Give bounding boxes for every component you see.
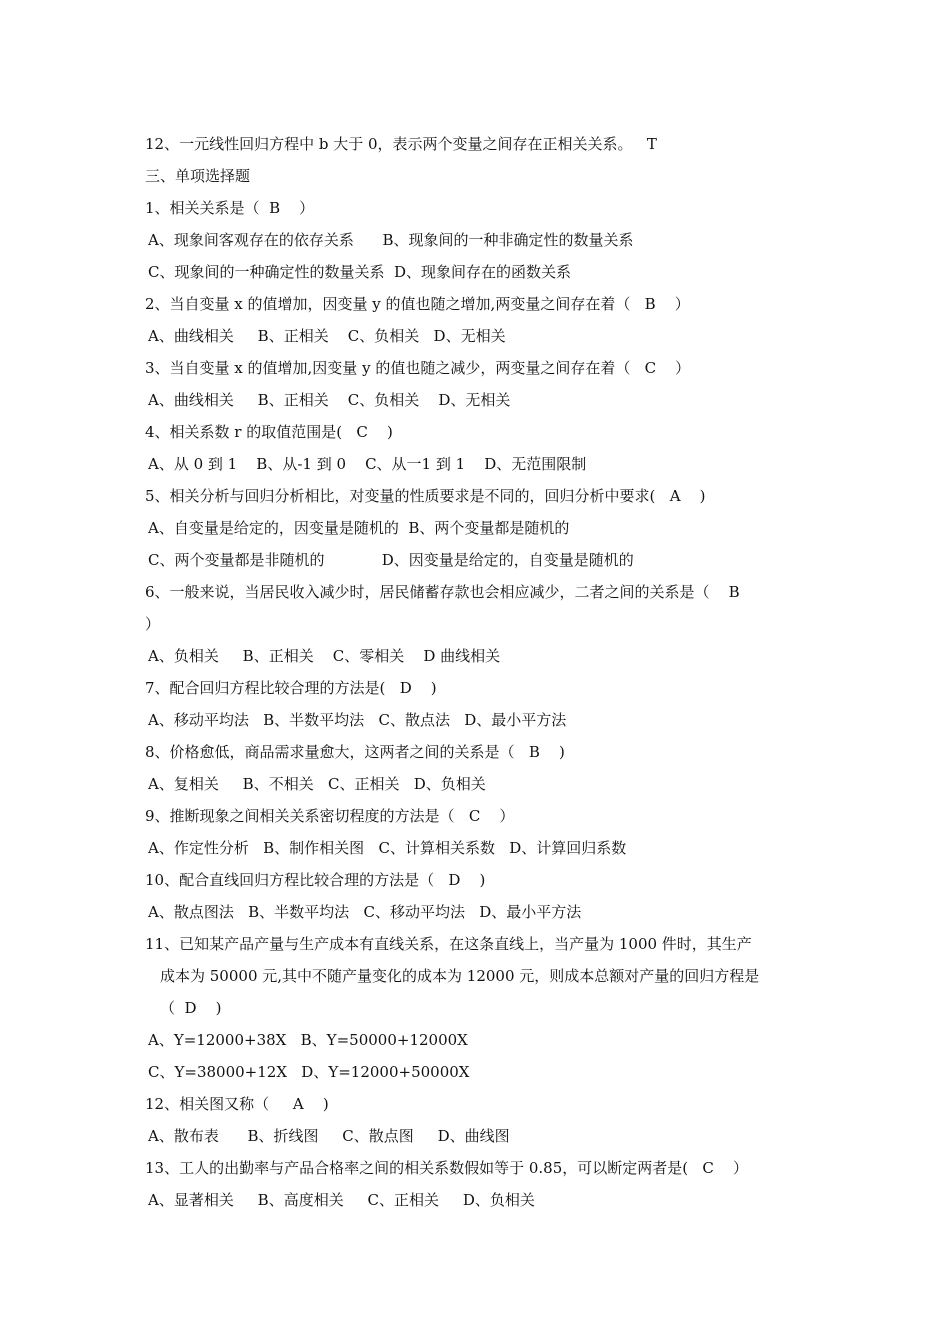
options-line: A、曲线相关 B、正相关 C、负相关 D、无相关 [148, 327, 506, 345]
question-line-continued: 成本为 50000 元,其中不随产量变化的成本为 12000 元，则成本总额对产量的回归方程是 [160, 967, 760, 985]
options-line: A、Y=12000+38X B、Y=50000+12000X [148, 1031, 468, 1049]
options-line: A、复相关 B、不相关 C、正相关 D、负相关 [148, 775, 486, 793]
question-line: 10、配合直线回归方程比较合理的方法是（ D ) [145, 871, 486, 889]
options-line: A、从 0 到 1 B、从-1 到 0 C、从一1 到 1 D、无范围限制 [148, 455, 587, 473]
options-line: A、自变量是给定的，因变量是随机的 B、两个变量都是随机的 [148, 519, 570, 537]
question-line: 13、工人的出勤率与产品合格率之间的相关系数假如等于 0.85，可以断定两者是( C ） [145, 1159, 748, 1177]
question-line-continued: ） [145, 615, 161, 633]
question-line: 1、相关关系是（ B ） [145, 199, 315, 217]
question-line-continued: （ D ) [160, 999, 222, 1017]
question-line: 7、配合回归方程比较合理的方法是( D ) [145, 679, 437, 697]
question-line: 12、相关图又称（ A ) [145, 1095, 329, 1113]
options-line: C、Y=38000+12X D、Y=12000+50000X [148, 1063, 470, 1081]
question-line: 2、当自变量 x 的值增加，因变量 y 的值也随之增加,两变量之间存在着（ B ） [145, 295, 690, 313]
options-line: A、负相关 B、正相关 C、零相关 D 曲线相关 [148, 647, 501, 665]
question-line: 3、当自变量 x 的值增加,因变量 y 的值也随之减少，两变量之间存在着（ C ） [145, 359, 691, 377]
options-line: A、移动平均法 B、半数平均法 C、散点法 D、最小平方法 [148, 711, 567, 729]
question-line: 8、价格愈低，商品需求量愈大，这两者之间的关系是（ B ) [145, 743, 565, 761]
question-line: 9、推断现象之间相关关系密切程度的方法是（ C ） [145, 807, 515, 825]
options-line: A、散布表 B、折线图 C、散点图 D、曲线图 [148, 1127, 510, 1145]
options-line: A、作定性分析 B、制作相关图 C、计算相关系数 D、计算回归系数 [148, 839, 627, 857]
question-line: 11、已知某产品产量与生产成本有直线关系，在这条直线上，当产量为 1000 件时，其生产 [145, 935, 752, 953]
options-line: C、现象间的一种确定性的数量关系 D、现象间存在的函数关系 [148, 263, 572, 281]
question-line: 4、相关系数 r 的取值范围是( C ) [145, 423, 393, 441]
options-line: A、曲线相关 B、正相关 C、负相关 D、无相关 [148, 391, 511, 409]
question-line: 6、一般来说，当居民收入减少时，居民储蓄存款也会相应减少，二者之间的关系是（ B [145, 583, 740, 601]
question-line: 5、相关分析与回归分析相比，对变量的性质要求是不同的，回归分析中要求( A ) [145, 487, 706, 505]
section-heading: 三、单项选择题 [145, 167, 251, 185]
options-line: C、两个变量都是非随机的 D、因变量是给定的，自变量是随机的 [148, 551, 634, 569]
options-line: A、现象间客观存在的依存关系 B、现象间的一种非确定性的数量关系 [148, 231, 634, 249]
options-line: A、散点图法 B、半数平均法 C、移动平均法 D、最小平方法 [148, 903, 582, 921]
options-line: A、显著相关 B、高度相关 C、正相关 D、负相关 [148, 1191, 535, 1209]
text-line: 12、一元线性回归方程中 b 大于 0，表示两个变量之间存在正相关关系。 T [145, 135, 657, 153]
